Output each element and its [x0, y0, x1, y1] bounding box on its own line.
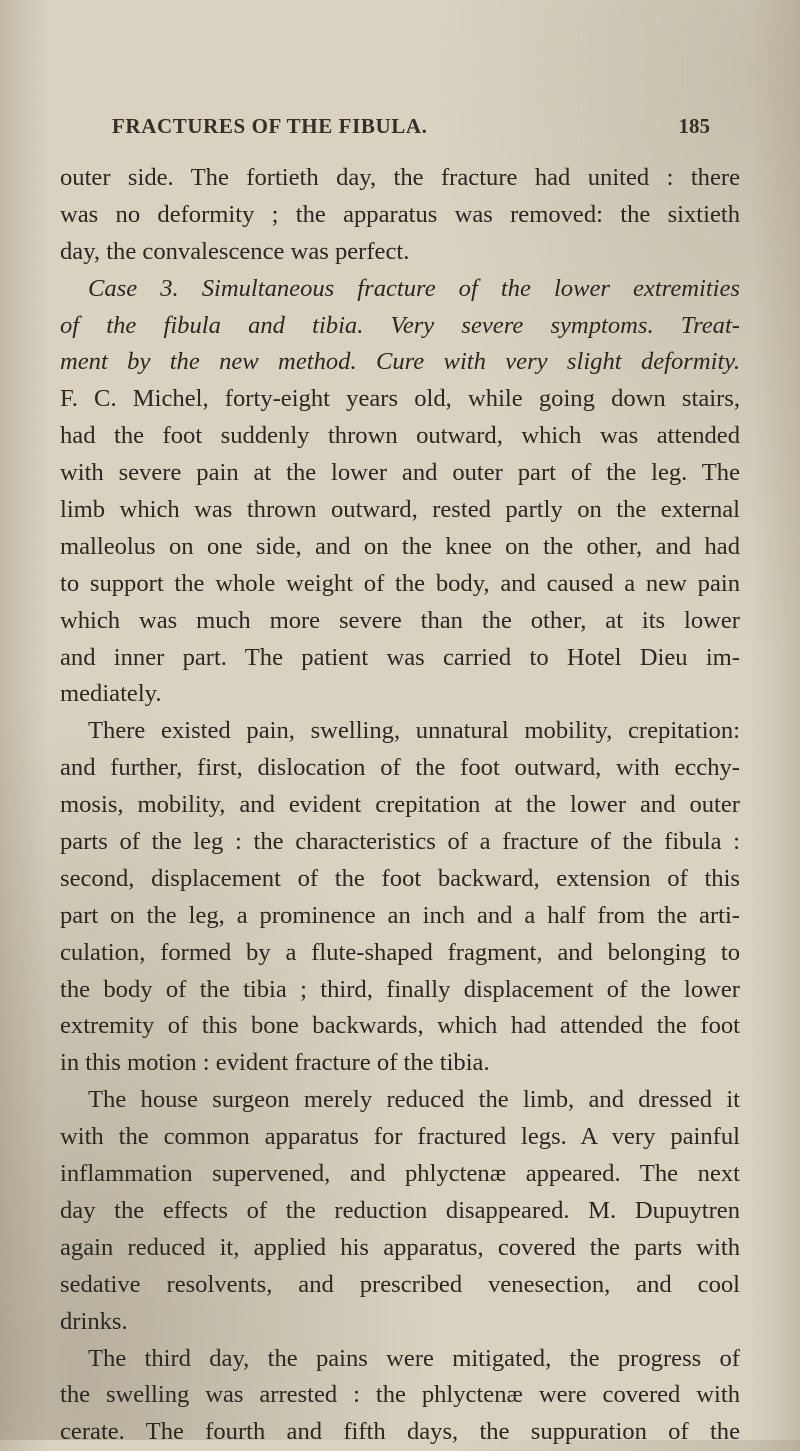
- text-line: again reduced it, applied his apparatus, covered the parts with: [60, 1233, 740, 1261]
- text-line: malleolus on one side, and on the knee on the other, and had: [60, 532, 740, 560]
- text-line: The third day, the pains were mitigated, the progress of: [88, 1344, 740, 1372]
- text-line: with the common apparatus for fractured legs. A very painful: [60, 1123, 740, 1151]
- text-line: which was much more severe than the other, at its lower: [60, 606, 740, 634]
- text-line: The house surgeon merely reduced the limb, and dressed it: [88, 1086, 740, 1114]
- body-text: [60, 160, 740, 1451]
- page-number: 185: [678, 114, 710, 138]
- text-line: in this motion : evident fracture of the tibia.: [60, 1049, 490, 1077]
- text-line: F. C. Michel, forty-eight years old, while going down stairs,: [60, 385, 740, 413]
- text-line: the body of the tibia ; third, finally displacement of the lower: [60, 975, 740, 1003]
- text-line: with severe pain at the lower and outer part of the leg. The: [60, 459, 740, 487]
- text-line: culation, formed by a flute-shaped fragment, and belonging to: [60, 938, 740, 966]
- text-line: outer side. The fortieth day, the fracture had united : there: [60, 164, 740, 191]
- text-line: second, displacement of the foot backward, extension of this: [60, 864, 740, 892]
- running-head: [98, 114, 710, 144]
- text-line: was no deformity ; the apparatus was removed: the sixtieth: [60, 200, 740, 228]
- text-line: sedative resolvents, and prescribed venesection, and cool: [60, 1270, 740, 1298]
- text-line: There existed pain, swelling, unnatural mobility, crepitation:: [88, 717, 740, 745]
- text-line: Case 3. Simultaneous fracture of the lower extremities: [88, 274, 740, 302]
- text-line: day, the convalescence was perfect.: [60, 237, 410, 265]
- text-line: limb which was thrown outward, rested partly on the external: [60, 496, 740, 524]
- text-line: cerate. The fourth and fifth days, the suppuration of the: [60, 1418, 740, 1446]
- text-line: and further, first, dislocation of the foot outward, with ecchy-: [60, 754, 740, 782]
- text-line: extremity of this bone backwards, which had attended the foot: [60, 1012, 740, 1040]
- text-line: to support the whole weight of the body, and caused a new pain: [60, 569, 740, 597]
- text-line: the swelling was arrested : the phlyctenæ were covered with: [60, 1381, 740, 1409]
- text-line: and inner part. The patient was carried to Hotel Dieu im-: [60, 643, 740, 671]
- text-line: mosis, mobility, and evident crepitation at the lower and outer: [60, 791, 740, 819]
- text-line: of the fibula and tibia. Very severe symptoms. Treat-: [60, 311, 740, 339]
- text-line: mediately.: [60, 680, 162, 708]
- text-line: parts of the leg : the characteristics of a fracture of the fibula :: [60, 828, 740, 856]
- text-line: day the effects of the reduction disappeared. M. Dupuytren: [60, 1196, 740, 1224]
- text-line: inflammation supervened, and phlyctenæ appeared. The next: [60, 1160, 740, 1188]
- text-line: part on the leg, a prominence an inch and a half from the arti-: [60, 901, 740, 929]
- text-line: drinks.: [60, 1307, 128, 1335]
- running-head-title: FRACTURES OF THE FIBULA.: [112, 114, 428, 138]
- text-line: ment by the new method. Cure with very slight deformity.: [60, 348, 740, 376]
- text-line: had the foot suddenly thrown outward, which was attended: [60, 422, 740, 450]
